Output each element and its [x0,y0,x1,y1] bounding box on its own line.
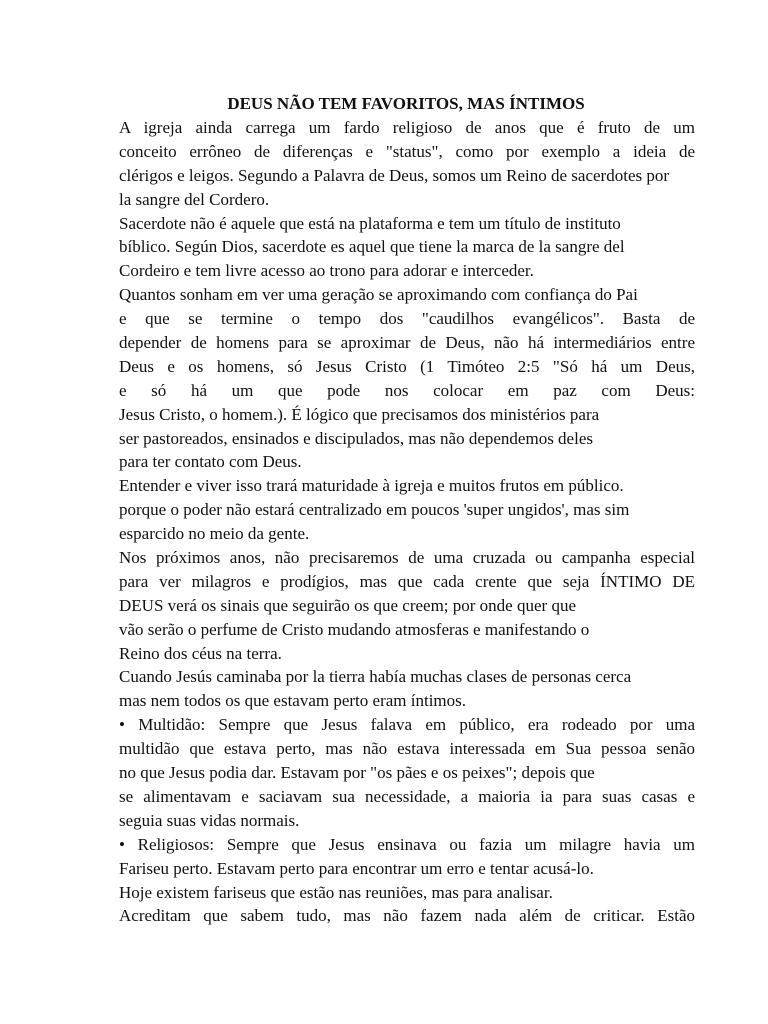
text-line: • Religiosos: Sempre que Jesus ensinava ou fazia um milagre havia um [119,834,695,854]
text-line: Cordeiro e tem livre acesso ao trono para adorar e interceder. [119,261,534,281]
text-line: Hoje existem fariseus que estão nas reuniões, mas para analisar. [119,882,553,902]
text-line: para ver milagros e prodígios, mas que cada crente que seja ÍNTIMO DE [119,571,695,591]
text-line: ser pastoreados, ensinados e discipulados, mas não dependemos deles [119,428,593,448]
text-line: e que se termine o tempo dos "caudilhos evangélicos". Basta de [119,309,695,329]
text-line: clérigos e leigos. Segundo a Palavra de Deus, somos um Reino de sacerdotes por [119,165,670,185]
text-line: esparcido no meio da gente. [119,524,310,544]
text-line: para ter contato com Deus. [119,452,302,472]
text-line: Quantos sonham em ver uma geração se aproximando com confiança do Pai [119,285,638,305]
text-line: vão serão o perfume de Cristo mudando atmosferas e manifestando o [119,619,590,639]
text-line: e só há um que pode nos colocar em paz com Deus: [119,380,695,400]
text-line: Acreditam que sabem tudo, mas não fazem nada além de criticar. Estão [119,906,695,926]
text-line: Entender e viver isso trará maturidade à igreja e muitos frutos em público. [119,476,624,496]
text-line: conceito errôneo de diferenças e "status", como por exemplo a ideia de [119,141,695,161]
text-line: Fariseu perto. Estavam perto para encontrar um erro e tentar acusá-lo. [119,858,594,878]
text-line: depender de homens para se aproximar de Deus, não há intermediários entre [119,333,695,353]
document-body [119,116,695,928]
text-line: Reino dos céus na terra. [119,643,282,663]
text-line: • Multidão: Sempre que Jesus falava em público, era rodeado por uma [119,715,695,735]
text-line: Cuando Jesús caminaba por la tierra había muchas clases de personas cerca [119,667,632,687]
text-line: no que Jesus podia dar. Estavam por "os pães e os peixes"; depois que [119,763,595,783]
text-line: porque o poder não estará centralizado em poucos 'super ungidos', mas sim [119,500,630,520]
text-line: multidão que estava perto, mas não estava interessada em Sua pessoa senão [119,739,695,759]
text-line: Deus e os homens, só Jesus Cristo (1 Timóteo 2:5 "Só há um Deus, [119,356,695,376]
text-line: Sacerdote não é aquele que está na plataforma e tem um título de instituto [119,213,621,233]
text-line: A igreja ainda carrega um fardo religioso de anos que é fruto de um [119,118,695,137]
text-line: la sangre del Cordero. [119,189,270,209]
text-line: Jesus Cristo, o homem.). É lógico que precisamos dos ministérios para [119,404,600,424]
text-line: mas nem todos os que estavam perto eram íntimos. [119,691,467,711]
text-line: Nos próximos anos, não precisaremos de uma cruzada ou campanha especial [119,548,695,568]
text-line: seguia suas vidas normais. [119,810,300,830]
text-line: DEUS verá os sinais que seguirão os que creem; por onde quer que [119,595,576,615]
text-line: bíblico. Según Dios, sacerdote es aquel que tiene la marca de la sangre del [119,237,625,257]
document-title: DEUS NÃO TEM FAVORITOS, MAS ÍNTIMOS [227,94,585,113]
text-line: se alimentavam e saciavam sua necessidade, a maioria ia para suas casas e [119,786,695,806]
